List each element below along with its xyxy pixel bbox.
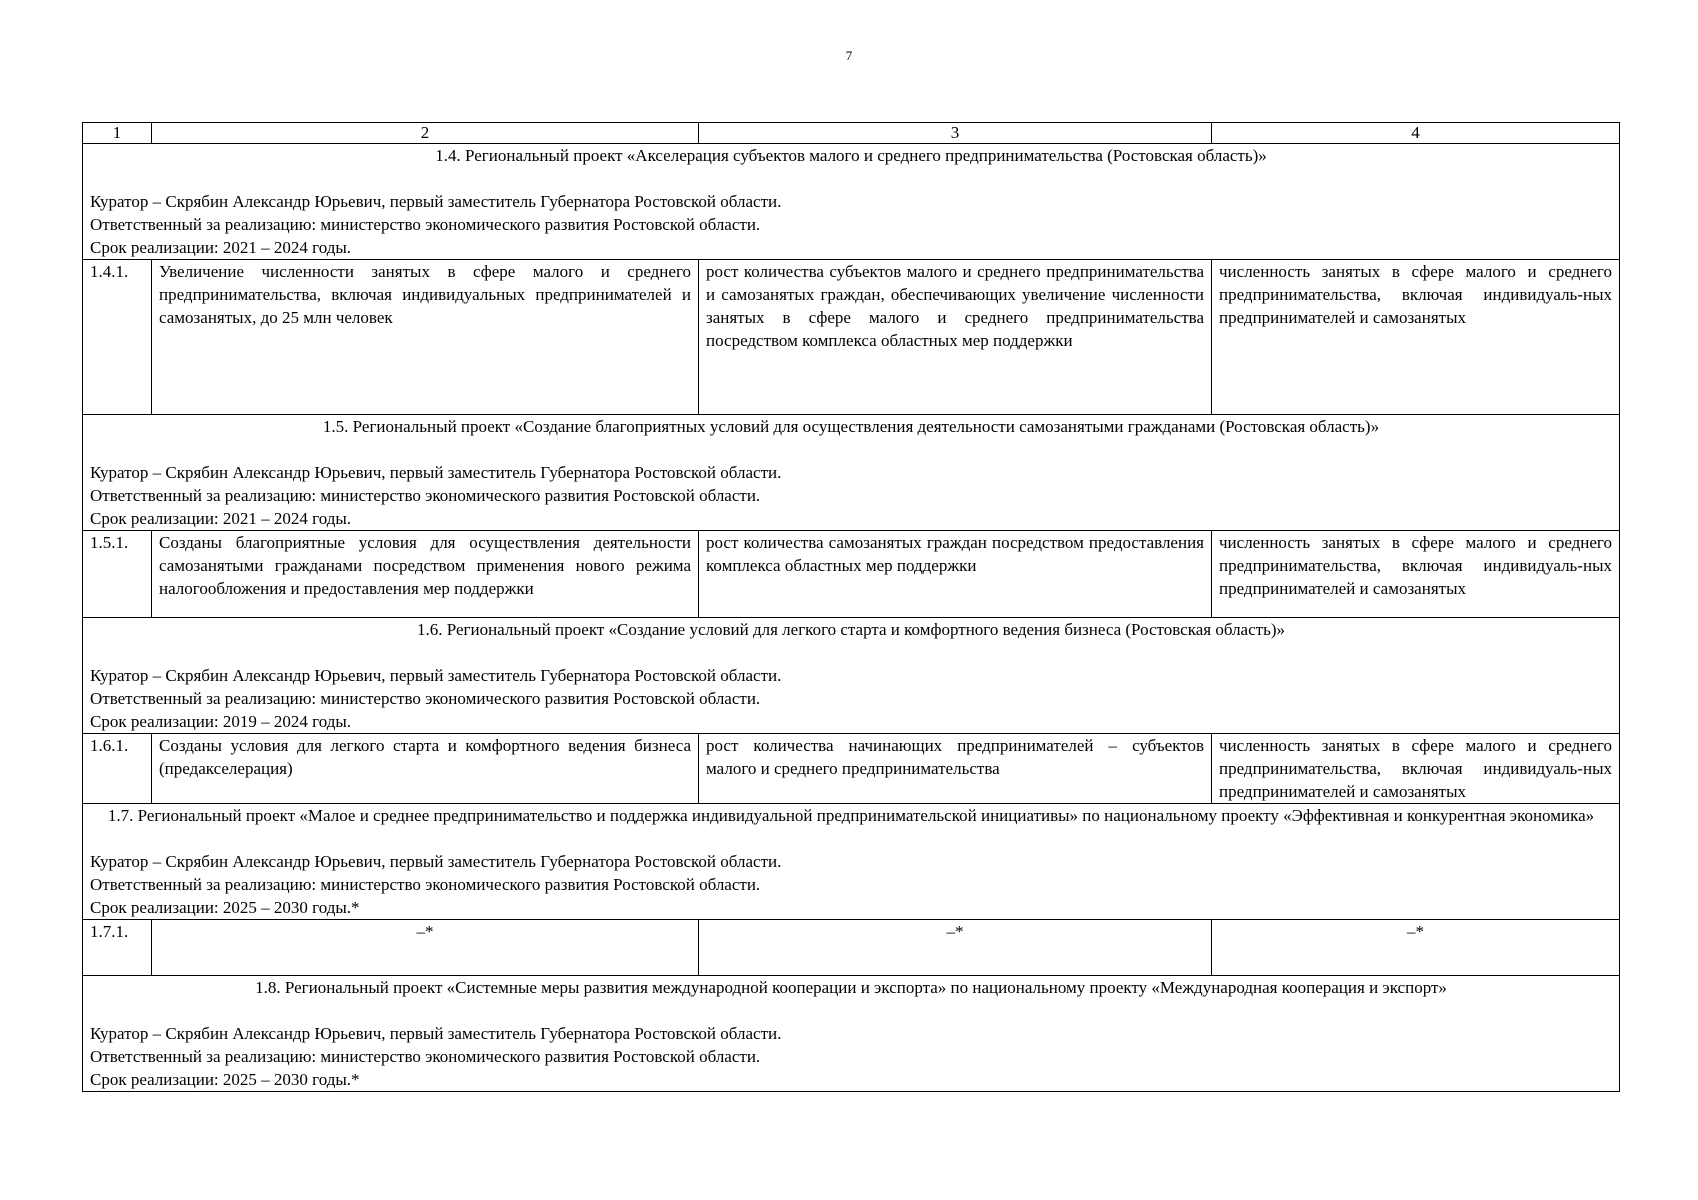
page-number: 7 [845,48,853,63]
column-header: 4 [1212,123,1620,144]
row-indicator: численность занятых в сфере малого и среднего предпринимательства, включая индивидуаль-ных предпринимателей и самозанятых [1212,734,1620,804]
section-title: 1.8. Региональный проект «Системные меры развития международной кооперации и экспорта» по национальному проекту «Международная кооперация и экспорт» [255,978,1447,997]
section-term: Срок реализации: 2019 – 2024 годы. [90,712,352,731]
section-header-row [83,618,1620,734]
row-effect: рост количества субъектов малого и среднего предпринимательства и самозанятых граждан, обеспечивающих увеличение численности занятых в сфере малого и среднего предпринимательства посредством комплекса областных мер поддержки [699,260,1212,415]
section-curator: Куратор – Скрябин Александр Юрьевич, первый заместитель Губернатора Ростовской области. [90,666,782,685]
row-task: –* [152,920,699,976]
row-task: Созданы условия для легкого старта и комфортного ведения бизнеса (предакселерация) [152,734,699,804]
row-effect: –* [699,920,1212,976]
row-indicator: –* [1212,920,1620,976]
section-title: 1.7. Региональный проект «Малое и среднее предпринимательство и поддержка индивидуальной предпринимательской инициативы» по национальному проекту «Эффективная и конкурентная экономика» [107,806,1595,825]
row-task: Увеличение численности занятых в сфере малого и среднего предпринимательства, включая индивидуальных предпринимателей и самозанятых, до 25 млн человек [152,260,699,415]
section-responsible: Ответственный за реализацию: министерство экономического развития Ростовской области. [90,1047,761,1066]
section-header-row [83,976,1620,1092]
section-header-row [83,415,1620,531]
section-cell [83,415,1620,531]
section-title: 1.6. Региональный проект «Создание условий для легкого старта и комфортного ведения бизнеса (Ростовская область)» [416,620,1285,639]
section-curator: Куратор – Скрябин Александр Юрьевич, первый заместитель Губернатора Ростовской области. [90,852,782,871]
column-header: 3 [699,123,1212,144]
table-row [83,531,1620,618]
section-term: Срок реализации: 2021 – 2024 годы. [90,238,352,257]
section-cell [83,618,1620,734]
section-title: 1.4. Региональный проект «Акселерация субъектов малого и среднего предпринимательства (Ростовская область)» [435,146,1267,165]
section-term: Срок реализации: 2021 – 2024 годы. [90,509,352,528]
table-row [83,260,1620,415]
section-responsible: Ответственный за реализацию: министерство экономического развития Ростовской области. [90,689,761,708]
row-number: 1.4.1. [83,260,152,415]
section-responsible: Ответственный за реализацию: министерство экономического развития Ростовской области. [90,215,761,234]
table-row [83,920,1620,976]
section-cell [83,976,1620,1092]
measures-table [82,122,1620,1092]
row-indicator: численность занятых в сфере малого и среднего предпринимательства, включая индивидуаль-ных предпринимателей и самозанятых [1212,531,1620,618]
row-number: 1.7.1. [83,920,152,976]
row-indicator: численность занятых в сфере малого и среднего предпринимательства, включая индивидуаль-ных предпринимателей и самозанятых [1212,260,1620,415]
section-cell [83,144,1620,260]
row-number: 1.5.1. [83,531,152,618]
table-header-row [83,123,1620,144]
row-task: Созданы благоприятные условия для осуществления деятельности самозанятыми гражданами посредством применения нового режима налогообложения и предоставления мер поддержки [152,531,699,618]
section-header-row [83,804,1620,920]
row-number: 1.6.1. [83,734,152,804]
row-effect: рост количества самозанятых граждан посредством предоставления комплекса областных мер поддержки [699,531,1212,618]
row-effect: рост количества начинающих предпринимателей – субъектов малого и среднего предпринимательства [699,734,1212,804]
section-term: Срок реализации: 2025 – 2030 годы.* [90,1070,360,1089]
column-header: 1 [83,123,152,144]
section-curator: Куратор – Скрябин Александр Юрьевич, первый заместитель Губернатора Ростовской области. [90,1024,782,1043]
section-title: 1.5. Региональный проект «Создание благоприятных условий для осуществления деятельности самозанятыми гражданами (Ростовская область)» [322,417,1380,436]
column-header: 2 [152,123,699,144]
table-row [83,734,1620,804]
section-responsible: Ответственный за реализацию: министерство экономического развития Ростовской области. [90,875,761,894]
section-curator: Куратор – Скрябин Александр Юрьевич, первый заместитель Губернатора Ростовской области. [90,463,782,482]
section-curator: Куратор – Скрябин Александр Юрьевич, первый заместитель Губернатора Ростовской области. [90,192,782,211]
section-cell [83,804,1620,920]
section-term: Срок реализации: 2025 – 2030 годы.* [90,898,360,917]
section-header-row [83,144,1620,260]
section-responsible: Ответственный за реализацию: министерство экономического развития Ростовской области. [90,486,761,505]
